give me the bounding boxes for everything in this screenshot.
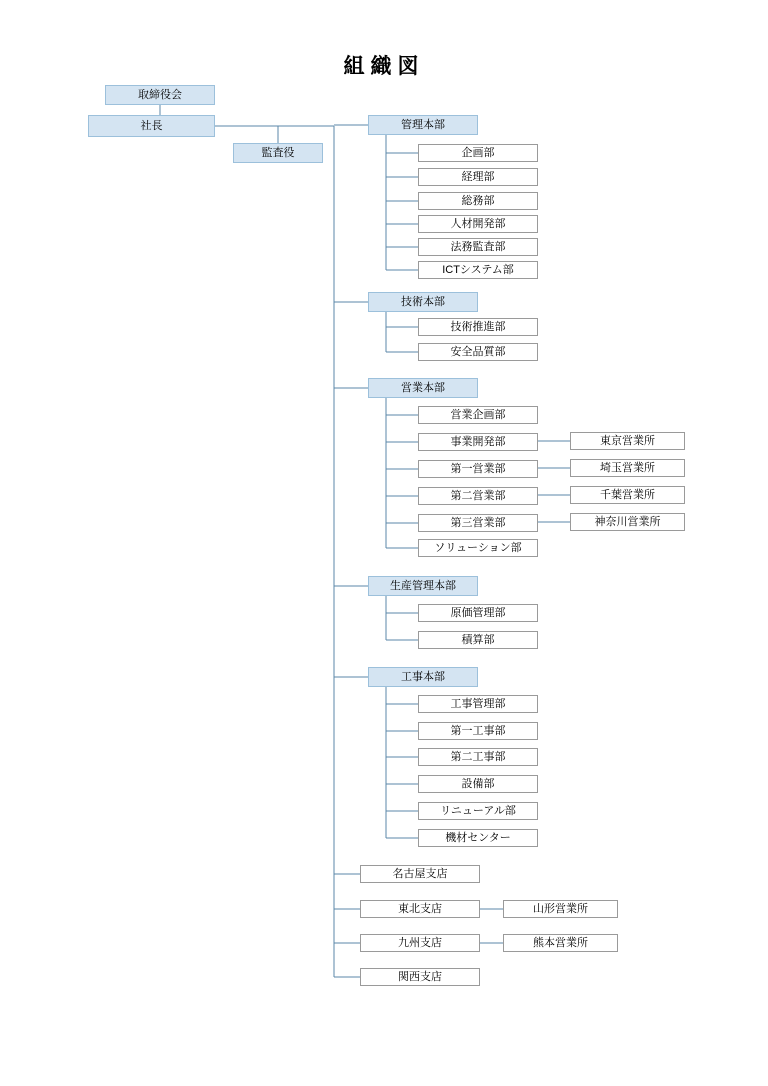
org-node-d-facility[interactable]: 設備部 <box>418 775 538 793</box>
org-node-auditor[interactable]: 監査役 <box>233 143 323 163</box>
org-node-d-solution[interactable]: ソリューション部 <box>418 539 538 557</box>
org-node-d-bizdev[interactable]: 事業開発部 <box>418 433 538 451</box>
org-node-d-const2[interactable]: 第二工事部 <box>418 748 538 766</box>
org-node-d-cost[interactable]: 原価管理部 <box>418 604 538 622</box>
org-node-board[interactable]: 取締役会 <box>105 85 215 105</box>
org-node-d-legal[interactable]: 法務監査部 <box>418 238 538 256</box>
org-node-hq-prod[interactable]: 生産管理本部 <box>368 576 478 596</box>
org-node-hq-tech[interactable]: 技術本部 <box>368 292 478 312</box>
org-node-o-saitama[interactable]: 埼玉営業所 <box>570 459 685 477</box>
org-node-d-constmgmt[interactable]: 工事管理部 <box>418 695 538 713</box>
org-node-o-yamagata[interactable]: 山形営業所 <box>503 900 618 918</box>
org-node-d-machine[interactable]: 機材センター <box>418 829 538 847</box>
org-node-d-accounting[interactable]: 経理部 <box>418 168 538 186</box>
org-node-b-kansai[interactable]: 関西支店 <box>360 968 480 986</box>
org-node-d-sales3[interactable]: 第三営業部 <box>418 514 538 532</box>
org-node-o-chiba[interactable]: 千葉営業所 <box>570 486 685 504</box>
org-node-b-kyushu[interactable]: 九州支店 <box>360 934 480 952</box>
page-title: 組織図 <box>343 55 425 78</box>
org-node-president[interactable]: 社長 <box>88 115 215 137</box>
org-node-d-const1[interactable]: 第一工事部 <box>418 722 538 740</box>
org-node-d-sales1[interactable]: 第一営業部 <box>418 460 538 478</box>
org-node-hq-admin[interactable]: 管理本部 <box>368 115 478 135</box>
org-node-b-tohoku[interactable]: 東北支店 <box>360 900 480 918</box>
org-node-d-hr[interactable]: 人材開発部 <box>418 215 538 233</box>
org-node-d-general[interactable]: 総務部 <box>418 192 538 210</box>
org-node-b-nagoya[interactable]: 名古屋支店 <box>360 865 480 883</box>
org-node-o-kanagawa[interactable]: 神奈川営業所 <box>570 513 685 531</box>
org-node-o-tokyo[interactable]: 東京営業所 <box>570 432 685 450</box>
org-node-d-safety[interactable]: 安全品質部 <box>418 343 538 361</box>
org-node-d-sales2[interactable]: 第二営業部 <box>418 487 538 505</box>
org-node-hq-const[interactable]: 工事本部 <box>368 667 478 687</box>
org-node-d-planning[interactable]: 企画部 <box>418 144 538 162</box>
org-node-d-renewal[interactable]: リニューアル部 <box>418 802 538 820</box>
org-node-d-techprom[interactable]: 技術推進部 <box>418 318 538 336</box>
org-node-d-ict[interactable]: ICTシステム部 <box>418 261 538 279</box>
org-node-hq-sales[interactable]: 営業本部 <box>368 378 478 398</box>
org-node-o-kumamoto[interactable]: 熊本営業所 <box>503 934 618 952</box>
org-node-d-salesplan[interactable]: 営業企画部 <box>418 406 538 424</box>
org-node-d-estimate[interactable]: 積算部 <box>418 631 538 649</box>
